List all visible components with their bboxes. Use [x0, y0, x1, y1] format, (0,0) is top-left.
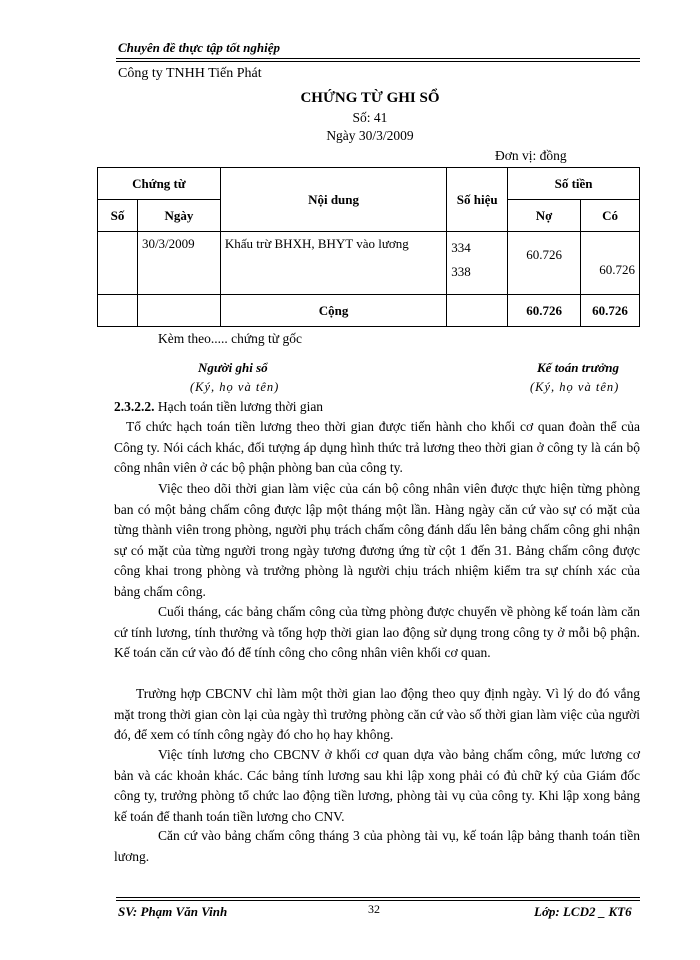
header-ngay: Ngày [137, 200, 220, 232]
header-no: Nợ [508, 200, 581, 232]
section-number: 2.3.2.2. [114, 399, 155, 414]
header-noi-dung: Nội dung [220, 168, 446, 232]
attachment-note: Kèm theo..... chứng từ gốc [158, 331, 302, 346]
so-hieu-debit: 334 [451, 240, 471, 255]
paragraph-1: Tổ chức hạch toán tiền lương theo thời gian được tiến hành cho khối cơ quan đoàn thể của Công ty. Nói cách khác, đối tượng áp dụng hình thức trả lương theo thời gian ở công ty là cán bộ công nhân viên ở các bộ phận phòng ban của công ty. [114, 419, 640, 475]
cell-co: 60.726 [581, 232, 640, 295]
ledger-table [97, 167, 640, 327]
total-no: 60.726 [508, 295, 581, 327]
header-so-hieu: Số hiệu [447, 168, 508, 232]
header-chung-tu: Chứng từ [98, 168, 221, 200]
chief-accountant-sign-note: (Ký, họ và tên) [530, 380, 620, 394]
total-row [98, 295, 640, 327]
header-so-tien: Số tiền [508, 168, 640, 200]
footer-divider [116, 897, 640, 898]
page-header-title: Chuyên đề thực tập tốt nghiệp [118, 40, 280, 55]
footer-student: SV: Phạm Văn Vinh [118, 904, 228, 919]
cell-noi-dung: Khấu trừ BHXH, BHYT vào lương [220, 232, 446, 295]
paragraph-6: Căn cứ vào bảng chấm công tháng 3 của phòng tài vụ, kế toán lập bảng thanh toán tiền lương. [114, 828, 640, 864]
header-co: Có [581, 200, 640, 232]
section-title: Hạch toán tiền lương thời gian [157, 399, 324, 414]
so-hieu-credit: 338 [451, 264, 471, 279]
chief-accountant-title: Kế toán trưởng [537, 360, 619, 375]
voucher-title: CHỨNG TỪ GHI SỔ [300, 90, 440, 106]
table-row [98, 232, 640, 295]
paragraph-2: Việc theo dõi thời gian làm việc của cán bộ công nhân viên được thực hiện từng phòng ban có một bảng chấm công được lập một tháng một lần. Hàng ngày căn cứ vào sự có mặt của từng thành viên trong phòng, người phụ trách chấm công đánh dấu lên bảng chấm công ghi nhận sự có mặt của từng người trong ngày tương đương ứng từ cột 1 đến 31. Bảng chấm công được công khai trong phòng và trưởng phòng là người chịu trách nhiệm kiểm tra sự chính xác của bảng chấm công. [114, 481, 640, 599]
recorder-sign-note: (Ký, họ và tên) [190, 380, 280, 394]
paragraph-3: Cuối tháng, các bảng chấm công của từng phòng được chuyển về phòng kế toán làm căn cứ tính lương, tính thưởng và tổng hợp thời gian lao động sử dụng trong công ty ở mỗi bộ phận. Kế toán căn cứ vào đó để tính công cho công nhân viên khối cơ quan. [114, 604, 640, 660]
recorder-title: Người ghi sổ [198, 360, 268, 375]
section-heading [114, 399, 323, 415]
total-co: 60.726 [581, 295, 640, 327]
header-divider-thin [116, 61, 640, 62]
footer-divider-thin [116, 900, 640, 901]
page-number: 32 [368, 902, 380, 916]
cell-no: 60.726 [508, 232, 581, 295]
cell-ngay: 30/3/2009 [137, 232, 220, 295]
header-so: Số [98, 200, 138, 232]
total-empty-so [98, 295, 138, 327]
cell-so-hieu [447, 232, 508, 295]
voucher-date: Ngày 30/3/2009 [326, 128, 414, 143]
total-label: Cộng [220, 295, 446, 327]
currency-unit: Đơn vị: đồng [495, 148, 567, 163]
paragraph-5: Việc tính lương cho CBCNV ở khối cơ quan dựa vào bảng chấm công, mức lương cơ bản và các khoản khác. Các bảng tính lương sau khi lập xong phải có đủ chữ ký của Giám đốc công ty, trưởng phòng tổ chức lao động tiền lương, phòng tài vụ của công ty. Khi lập xong bảng kế toán để thanh toán tiền lương cho CNV. [114, 747, 640, 824]
voucher-number: Số: 41 [352, 110, 388, 125]
cell-so [98, 232, 138, 295]
total-empty-so-hieu [447, 295, 508, 327]
paragraph-4: Trường hợp CBCNV chỉ làm một thời gian lao động theo quy định ngày. Vì lý do đó vắng mặt trong thời gian còn lại của ngày thì trưởng phòng căn cứ vào số thời gian làm việc của người đó, để xem có tính công ngày đó cho họ hay không. [114, 686, 640, 742]
company-name: Công ty TNHH Tiến Phát [118, 66, 262, 81]
total-empty-ngay [137, 295, 220, 327]
header-divider [116, 58, 640, 59]
footer-class: Lớp: LCD2 _ KT6 [534, 904, 632, 919]
